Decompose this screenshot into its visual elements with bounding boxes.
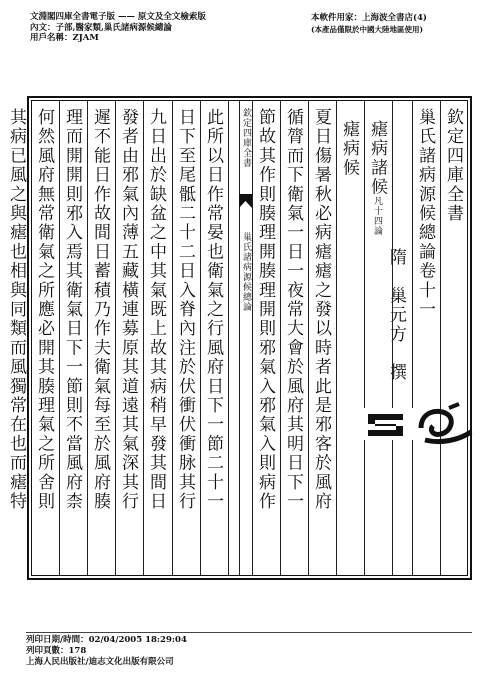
text-column-1: 欽定四庫全書 [443,108,463,224]
header-licensee: 本軟件用家：上海波全書店(4) [311,13,427,23]
text-column-8: 節故其作則腠理開腠理開則邪氣入邪氣入則病作 [255,108,275,512]
chapter-title: 瘧病諸候 [367,120,387,197]
column-rule [239,101,240,575]
chapter-note: 凡十四論 [372,196,382,236]
publisher-line: 上海人民出版社/迪志文化出版有限公司 [26,657,174,667]
text-column-6: 夏日傷暑秋必病瘧瘧之發以時者此是邪客於風府 [311,108,331,512]
print-date-label: 列印日期/時間： [26,635,89,645]
fold-volume-title: 巢氏諸病源候總論 [241,232,251,312]
text-column-11: 九日出於缺盆之中其氣既上故其病稍早發其間日 [146,108,166,512]
footer-rule [26,632,472,633]
print-date-line [26,635,187,646]
text-column-16: 其病已風之與瘧也相與同類而風獨常在也而瘧特 [6,108,26,512]
footer [26,635,187,668]
fold-fishtail-icon [239,194,252,208]
header-region-note: (本產品僅限於中國大陸地區使用) [311,25,424,34]
print-pages-line [26,646,187,657]
text-column-2: 巢氏諸病源候總論卷十一 [415,108,435,320]
column-rule [228,101,229,575]
text-column-14: 理而開開則邪入焉其衛氣日下一節則不當風府柰 [62,108,82,512]
fold-book-title: 欽定四庫全書 [241,108,251,168]
text-column-10: 日下至尾骶二十二日入脊內注於伏衝伏衝脉其行 [175,108,195,512]
header-right [311,12,427,36]
text-column-15: 何然風府無常衛氣之所應必開其腠理氣之所舍則 [34,108,54,512]
section-title: 瘧病候 [339,120,359,178]
header-left [30,12,206,44]
print-date-value: 02/04/2005 18:29:04 [88,635,187,645]
text-column-13: 遲不能日作故間日蓄積乃作夫衛氣每至於風府腠 [90,108,110,512]
text-column-9: 此所以日作常晏也衛氣之行風府日下一節二十一 [203,108,223,512]
author-column: 隋 巢元方 撰 [386,248,406,383]
header-user-line: 用戶名稱：ZJAM [30,33,99,43]
header-content-line: 內文：子部,醫家類,巢氏諸病源候總論 [30,22,172,33]
text-column-7: 循膂而下衛氣一日一夜常大會於風府其明日下一 [283,108,303,512]
text-column-12: 發者由邪氣內薄五藏橫連募原其道遠其氣深其行 [118,108,138,512]
header-product-line: 文淵閣四庫全書電子版 —— 原文及全文檢索版 [30,12,206,22]
print-pages-label: 列印頁數： [26,646,69,656]
seal-mark-icon [363,402,473,446]
print-pages-value: 178 [68,646,87,656]
